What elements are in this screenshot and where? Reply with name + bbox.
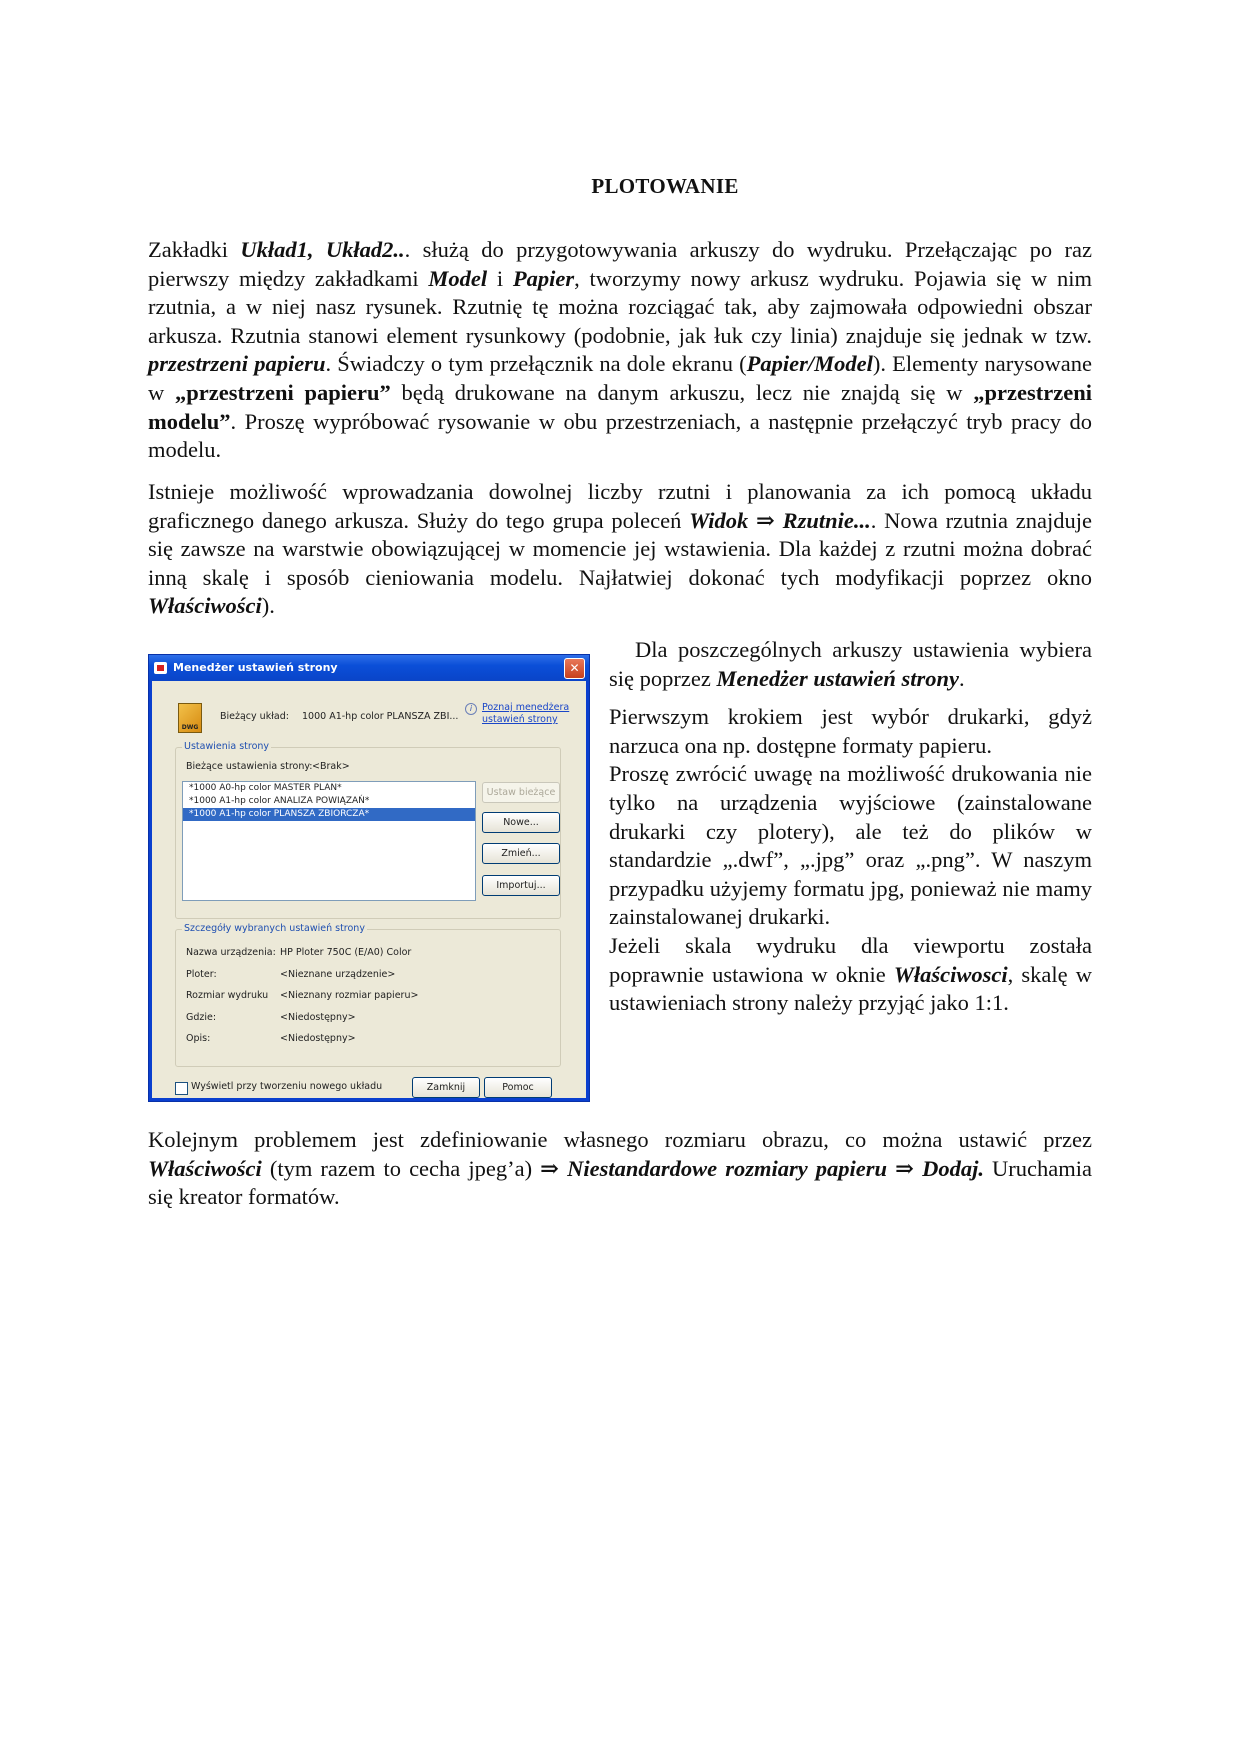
right-paragraph-4: Jeżeli skala wydruku dla viewportu została poprawnie ustawiona w oknie Właściwosci, skalę w ustawieniach strony należy przyjąć jako 1:1.	[609, 932, 1093, 1016]
set-current-button[interactable]: Ustaw bieżące	[482, 782, 560, 803]
import-button[interactable]: Importuj...	[482, 875, 560, 896]
paragraph-custom-size: Kolejnym problemem jest zdefiniowanie własnego rozmiaru obrazu, co można ustawić przez Właściwości (tym razem to cecha jpeg’a) ⇒ Niestandardowe rozmiary papieru ⇒ Dodaj. Uruchamia się kreator formatów.	[148, 1127, 1092, 1210]
plot-size-value: <Nieznany rozmiar papieru>	[280, 990, 419, 1001]
description-value: <Niedostępny>	[280, 1033, 356, 1044]
dwg-file-icon: DWG	[178, 703, 202, 733]
paragraph-layouts: Zakładki Układ1, Układ2... służą do przygotowywania arkuszy do wydruku. Przełączając po raz pierwszy między zakładkami Model i Papier, tworzymy nowy arkusz wydruku. Pojawia się w nim rzutnia, a w niej nasz rysunek. Rzutnię tę można rozciągać tak, aby zajmowała odpowiedni obszar arkusza. Rzutnia stanowi element rysunkowy (podobnie, jak łuk czy linia) znajduje się jednak w tzw. przestrzeni papieru. Świadczy o tym przełącznik na dole ekranu (Papier/Model). Elementy narysowane w „przestrzeni papieru” będą drukowane na danym arkuszu, lecz nie znajdą się w „przestrzeni modelu”. Proszę wypróbować rysowanie w obu przestrzeniach, a następnie przełączyć tryb pracy do modelu.	[148, 237, 1093, 463]
dialog-title: Menedżer ustawień strony	[173, 661, 338, 674]
right-paragraph-2: Pierwszym krokiem jest wybór drukarki, gdyż narzuca ona np. dostępne formaty papieru.	[609, 704, 1092, 758]
info-icon: i	[465, 703, 477, 715]
where-label: Gdzie:	[186, 1012, 217, 1023]
current-layout-label: Bieżący układ:	[220, 711, 289, 722]
current-setting-label: Bieżące ustawienia strony:	[186, 761, 313, 772]
current-setting-value: <Brak>	[312, 761, 350, 772]
close-dialog-button[interactable]: Zamknij	[412, 1077, 480, 1098]
current-layout-value: 1000 A1-hp color PLANSZA ZBI...	[302, 711, 459, 722]
show-on-new-layout-label: Wyświetl przy tworzeniu nowego układu	[191, 1081, 383, 1092]
details-group-title: Szczegóły wybranych ustawień strony	[184, 923, 365, 934]
dialog-titlebar	[149, 655, 589, 681]
help-button[interactable]: Pomoc	[484, 1077, 552, 1098]
page-setups-group-title: Ustawienia strony	[184, 741, 270, 752]
show-on-new-layout-checkbox[interactable]	[175, 1082, 188, 1095]
device-name-label: Nazwa urządzenia:	[186, 947, 276, 958]
help-link-line1[interactable]: Poznaj menedżera	[482, 702, 570, 713]
plotter-label: Ploter:	[186, 969, 217, 980]
paragraph-viewports: Istnieje możliwość wprowadzania dowolnej liczby rzutni i planowania za ich pomocą układu graficznego danego arkusza. Służy do tego grupa poleceń Widok ⇒ Rzutnie.... Nowa rzutnia znajduje się zawsze na warstwie obowiązującej w momencie jej wstawienia. Dla każdej z rzutni można dobrać inną skalę i sposób cieniowania modelu. Najłatwiej dokonać tych modyfikacji poprzez okno Właściwości).	[148, 479, 1092, 619]
description-label: Opis:	[186, 1033, 211, 1044]
device-name-value: HP Ploter 750C (E/A0) Color	[280, 947, 412, 958]
modify-button[interactable]: Zmień...	[482, 843, 560, 864]
page-title: PLOTOWANIE	[591, 174, 739, 198]
list-item-selected[interactable]: *1000 A1-hp color PLANSZA ZBIORCZA*	[183, 808, 475, 821]
dialog-client-area	[152, 681, 586, 1098]
list-item[interactable]: *1000 A1-hp color ANALIZA POWIĄZAŃ*	[189, 796, 370, 806]
where-value: <Niedostępny>	[280, 1012, 356, 1023]
page-setups-listbox[interactable]	[182, 781, 476, 901]
right-column-text	[609, 636, 1092, 1018]
close-button[interactable]: ✕	[564, 658, 585, 679]
plot-size-label: Rozmiar wydruku	[186, 990, 269, 1001]
list-item[interactable]: *1000 A0-hp color MASTER PLAN*	[189, 783, 342, 793]
right-paragraph-1: Dla poszczególnych arkuszy ustawienia wybiera się poprzez Menedżer ustawień strony.	[609, 637, 1092, 691]
right-paragraph-3: Proszę zwrócić uwagę na możliwość drukowania nie tylko na urządzenia wyjściowe (zainstalowane drukarki czy plotery), ale też do plików w standardzie „.dwf”, „.jpg” oraz „.png”. W naszym przypadku użyjemy formatu jpg, ponieważ nie mamy zainstalowanej drukarki.	[609, 761, 1092, 930]
new-button[interactable]: Nowe...	[482, 812, 560, 833]
help-link-line2[interactable]: ustawień strony	[482, 714, 558, 725]
autocad-app-icon	[154, 662, 167, 674]
page-setup-manager-dialog	[148, 654, 590, 1102]
plotter-value: <Nieznane urządzenie>	[280, 969, 396, 980]
